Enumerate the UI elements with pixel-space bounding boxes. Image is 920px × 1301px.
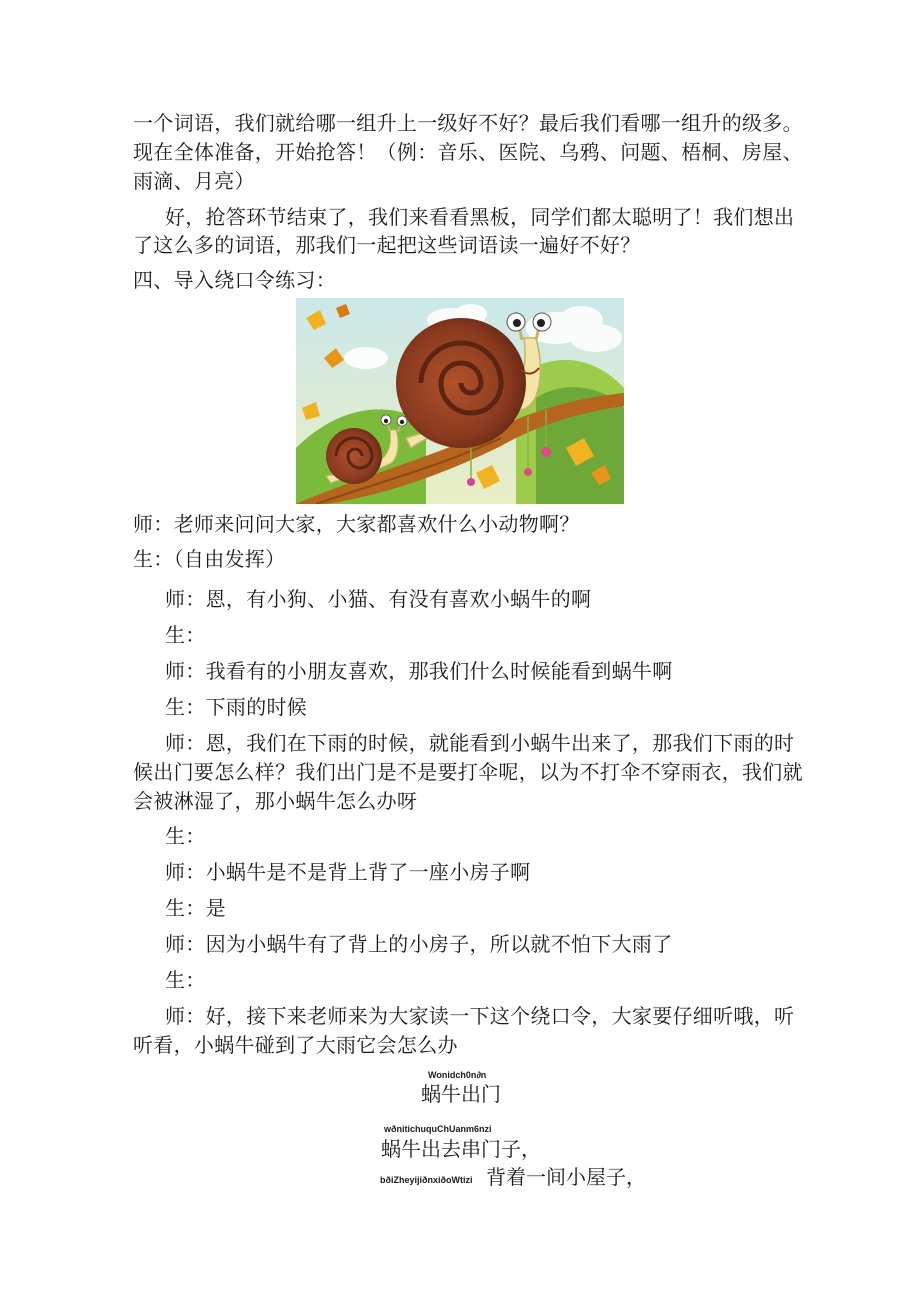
paragraph-line: 好，抢答环节结束了，我们来看看黑板，同学们都太聪明了！我们想出 [165, 205, 795, 229]
dialogue-line: 听看，小蜗牛碰到了大雨它会怎么办 [133, 1033, 458, 1057]
poem-title-pinyin: Wonidch0n∂n [428, 1070, 487, 1080]
poem-line-pinyin: wðnitichuquChUanm6nzi [384, 1124, 492, 1134]
dialogue-line: 师：恩，有小狗、小猫、有没有喜欢小蜗牛的啊 [165, 587, 592, 611]
poem-line-pinyin: bðiZheyijiðnxiðoWtizi [380, 1175, 473, 1185]
snail-illustration [296, 298, 624, 504]
dialogue-line: 生： [165, 623, 206, 647]
poem-line: 蜗牛出去串门子， [381, 1137, 541, 1161]
dialogue-line: 生：下雨的时候 [165, 695, 308, 719]
dialogue-line: 师：恩，我们在下雨的时候，就能看到小蜗牛出来了，那我们下雨的时 [165, 731, 795, 755]
paragraph-line: 现在全体准备，开始抢答！（例：音乐、医院、乌鸦、问题、梧桐、房屋、 [133, 140, 803, 164]
dialogue-line: 会被淋湿了，那小蜗牛怎么办呀 [133, 789, 418, 813]
paragraph-line: 一个词语，我们就给哪一组升上一级好不好？最后我们看哪一组升的级多。 [133, 111, 803, 135]
paragraph-line: 了这么多的词语，那我们一起把这些词语读一遍好不好？ [133, 233, 641, 257]
dialogue-line: 生： [165, 824, 206, 848]
paragraph-line: 雨滴、月亮） [133, 169, 255, 193]
snail-eye [513, 319, 521, 327]
poem-title: 蜗牛出门 [421, 1082, 501, 1106]
snail-illustration-svg [296, 298, 624, 504]
dialogue-line: 师：好，接下来老师来为大家读一下这个绕口令，大家要仔细听哦，听 [165, 1004, 795, 1028]
dialogue-line: 生：（自由发挥） [133, 547, 286, 571]
small-snail-shell [326, 428, 382, 484]
dialogue-line: 师：因为小蜗牛有了背上的小房子，所以就不怕下大雨了 [165, 932, 673, 956]
dialogue-line: 生： [165, 968, 206, 992]
dialogue-line: 师：我看有的小朋友喜欢，那我们什么时候能看到蜗牛啊 [165, 659, 673, 683]
poem-line: 背着一间小屋子， [486, 1165, 646, 1189]
section-heading: 四、导入绕口令练习： [133, 268, 336, 292]
dialogue-line: 候出门要怎么样？我们出门是不是要打伞呢，以为不打伞不穿雨衣，我们就 [133, 760, 803, 784]
dialogue-line: 生：是 [165, 896, 226, 920]
snail-eye [537, 319, 545, 327]
dialogue-line: 师：小蜗牛是不是背上背了一座小房子啊 [165, 860, 531, 884]
dialogue-line: 师：老师来问问大家，大家都喜欢什么小动物啊？ [133, 512, 580, 536]
